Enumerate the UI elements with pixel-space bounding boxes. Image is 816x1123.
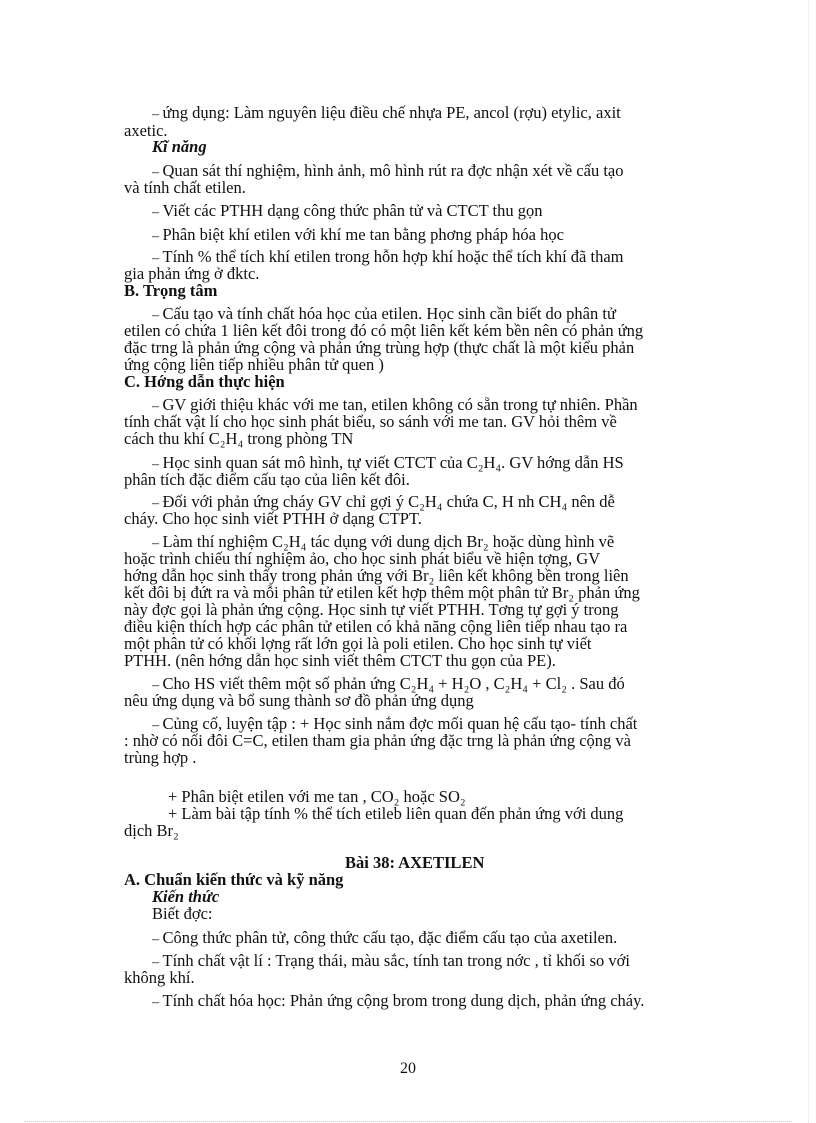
text-line: – GV giới thiệu khác với me tan, etilen không có sẵn trong tự nhiên. Phần (152, 396, 638, 415)
text-line: – Quan sát thí nghiệm, hình ảnh, mô hình rút ra đợc nhận xét về cấu tạo (152, 162, 624, 181)
text-line: – Tính chất hóa học: Phản ứng cộng brom trong dung dịch, phản ứng cháy. (152, 992, 644, 1011)
text-line: điều kiện thích hợp các phân tử etilen có khả năng cộng liên tiếp nhau tạo ra (124, 617, 628, 636)
text-line: – Công thức phân tử, công thức cấu tạo, đặc điểm cấu tạo của axetilen. (152, 929, 617, 948)
text-line: – Cho HS viết thêm một số phản ứng C₂H₄ + H₂O , C₂H₄ + Cl₂ . Sau đó (152, 675, 625, 694)
text-line: axetic. (124, 121, 168, 140)
text-line: nêu ứng dụng và bổ sung thành sơ đồ phản ứng dụng (124, 691, 474, 710)
footer-dotted-rule (24, 1121, 792, 1122)
text-line: trùng hợp . (124, 748, 197, 767)
heading-line: C. Hớng dẫn thực hiện (124, 372, 285, 391)
text-line: hoặc trình chiếu thí nghiệm ảo, cho học sinh phát biểu về hiện tợng, GV (124, 549, 601, 568)
text-line: + Làm bài tập tính % thể tích etileb liên quan đến phản ứng với dung (168, 804, 624, 823)
text-line: dịch Br₂ (124, 821, 179, 840)
page-edge-line (808, 0, 809, 1123)
text-line: cháy. Cho học sinh viết PTHH ở dạng CTPT. (124, 509, 422, 528)
text-line: – ứng dụng: Làm nguyên liệu điều chế nhựa PE, ancol (rợu) etylic, axit (152, 104, 621, 123)
text-line: không khí. (124, 968, 195, 987)
text-line: – Tính % thể tích khí etilen trong hỗn hợp khí hoặc thể tích khí đã tham (152, 248, 624, 267)
text-line: – Làm thí nghiệm C₂H₄ tác dụng với dung dịch Br₂ hoặc dùng hình vẽ (152, 533, 614, 552)
text-line: – Tính chất vật lí : Trạng thái, màu sắc, tính tan trong nớc , tỉ khối so với (152, 952, 630, 971)
heading-line: Bài 38: AXETILEN (345, 853, 485, 872)
text-line: và tính chất etilen. (124, 178, 246, 197)
text-line: – Phân biệt khí etilen với khí me tan bằng phơng pháp hóa học (152, 226, 564, 245)
text-line: này đợc gọi là phản ứng cộng. Học sinh tự viết PTHH. Tơng tự gợi ý trong (124, 600, 619, 619)
text-line: – Học sinh quan sát mô hình, tự viết CTCT của C₂H₄. GV hớng dẫn HS (152, 454, 624, 473)
text-line: hớng dẫn học sinh thấy trong phản ứng với Br₂ liên kết không bền trong liên (124, 566, 629, 585)
text-line: – Củng cố, luyện tập : + Học sinh nắm đợc mối quan hệ cấu tạo- tính chất (152, 715, 637, 734)
text-line: ứng cộng liên tiếp nhiều phân tử quen ) (124, 355, 384, 374)
text-line: phân tích đặc điểm cấu tạo của liên kết đôi. (124, 470, 410, 489)
page-number: 20 (400, 1060, 416, 1077)
text-line: – Cấu tạo và tính chất hóa học của etilen. Học sinh cần biết do phân tử (152, 305, 616, 324)
text-line: tính chất vật lí cho học sinh phát biểu, so sánh với me tan. GV hỏi thêm về (124, 412, 617, 431)
subheading-line: Kĩ năng (152, 137, 207, 156)
text-line: cách thu khí C₂H₄ trong phòng TN (124, 429, 354, 448)
text-line: : nhờ có nối đôi C=C, etilen tham gia phản ứng đặc trng là phản ứng cộng và (124, 731, 631, 750)
text-line: đặc trng là phản ứng cộng và phản ứng trùng hợp (thực chất là một kiểu phản (124, 338, 635, 357)
text-line: etilen có chứa 1 liên kết đôi trong đó có một liên kết kém bền nên có phản ứng (124, 321, 644, 340)
subheading-line: Kiến thức (152, 887, 220, 906)
text-line: gia phản ứng ở đktc. (124, 264, 260, 283)
text-line: + Phân biệt etilen với me tan , CO₂ hoặc SO₂ (168, 787, 466, 806)
text-line: kết đôi bị đứt ra và mỗi phân tử etilen kết hợp thêm một phân tử Br₂ phản ứng (124, 583, 640, 602)
text-line: Biết đợc: (152, 904, 213, 923)
text-line: – Viết các PTHH dạng công thức phân tử và CTCT thu gọn (152, 202, 542, 221)
text-line: – Đối với phản ứng cháy GV chỉ gợi ý C₂H₄ chứa C, H nh CH₄ nên dễ (152, 493, 615, 512)
text-line: một phân tử có khối lợng rất lớn gọi là poli etilen. Cho học sinh tự viết (124, 634, 592, 653)
text-line: PTHH. (nên hớng dẫn học sinh viết thêm CTCT thu gọn của PE). (124, 651, 556, 670)
heading-line: A. Chuẩn kiến thức và kỹ năng (124, 870, 344, 889)
heading-line: B. Trọng tâm (124, 281, 218, 300)
